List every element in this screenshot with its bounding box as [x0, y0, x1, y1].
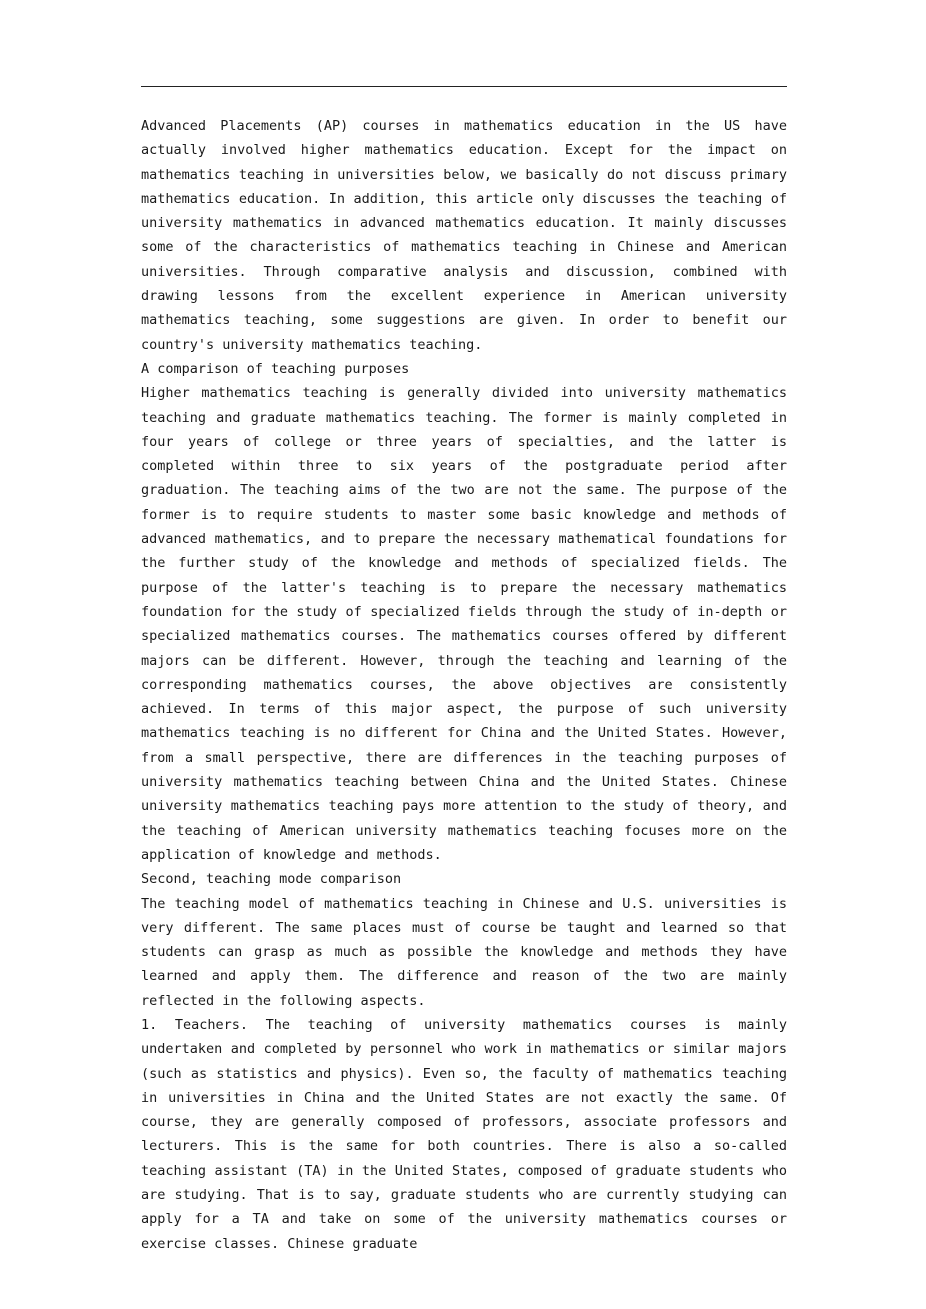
teaching-mode-paragraph: The teaching model of mathematics teaching in Chinese and U.S. universities is very different. The same places must of course be taught and learned so that students can grasp as much as possible the knowledge and methods they have learned and apply them. The difference and reason of the two are mainly reflected in the following aspects. — [141, 895, 787, 1009]
section-heading-teaching-mode: Second, teaching mode comparison — [141, 871, 402, 888]
purposes-paragraph: Higher mathematics teaching is generally divided into university mathematics teaching and graduate mathematics teaching. The former is mainly completed in four years of college or three years of specialties, and the latter is completed within three to six years of the postgraduate period after graduation. The teaching aims of the two are not the same. The purpose of the former is to require students to master some basic knowledge and methods of advanced mathematics, and to prepare the necessary mathematical foundations for the further study of the knowledge and methods of specialized fields. The purpose of the latter's teaching is to prepare the necessary mathematics foundation for the study of specialized fields through the study of in-depth or specialized mathematics courses. The mathematics courses offered by different majors can be different. However, through the teaching and learning of the corresponding mathematics courses, the above objectives are consistently achieved. In terms of this major aspect, the purpose of such university mathematics teaching is no different for China and the United States. However, from a small perspective, there are differences in the teaching purposes of university mathematics teaching between China and the United States. Chinese university mathematics teaching pays more attention to the study of theory, and the teaching of American university mathematics teaching focuses more on the application of knowledge and methods. — [141, 385, 787, 863]
section-heading-purposes: A comparison of teaching purposes — [141, 360, 410, 377]
header-rule — [141, 86, 787, 87]
intro-paragraph: Advanced Placements (AP) courses in mathematics education in the US have actually involved higher mathematics education. Except for the impact on mathematics teaching in universities below, we basically do not discuss primary mathematics education. In addition, this article only discusses the teaching of university mathematics in advanced mathematics education. It mainly discusses some of the characteristics of mathematics teaching in Chinese and American universities. Through comparative analysis and discussion, combined with drawing lessons from the excellent experience in American university mathematics teaching, some suggestions are given. In order to benefit our country's university mathematics teaching. — [141, 118, 787, 353]
teachers-paragraph: 1. Teachers. The teaching of university mathematics courses is mainly undertaken and completed by personnel who work in mathematics or similar majors (such as statistics and physics). Even so, the faculty of mathematics teaching in universities in China and the United States are not exactly the same. Of course, they are generally composed of professors, associate professors and lecturers. This is the same for both countries. There is also a so-called teaching assistant (TA) in the United States, composed of graduate students who are studying. That is to say, graduate students who are currently studying can apply for a TA and take on some of the university mathematics courses or exercise classes. Chinese graduate — [141, 1016, 787, 1252]
document-body — [141, 114, 787, 1256]
